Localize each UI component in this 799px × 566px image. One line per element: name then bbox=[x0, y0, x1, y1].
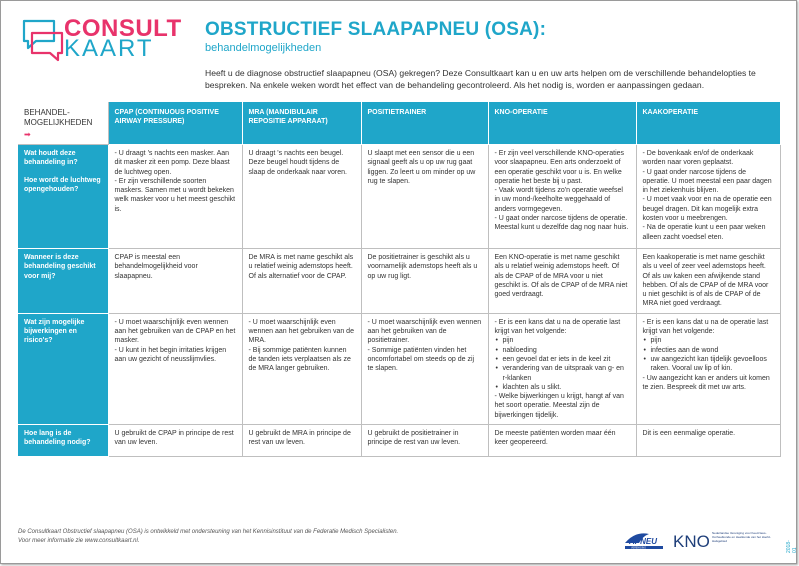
cell-text: - Er zijn veel verschillende KNO-operaties voor slaapapneu. Een arts onderzoekt of een operatie geschikt voor u is. En welke operatie het beste bij u past. bbox=[494, 150, 625, 185]
list-item: • uw aangezicht kan tijdelijk gevoelloos raken. Vooral uw lip of kin. bbox=[643, 355, 774, 374]
cell-text: U gebruikt de positietrainer in principe de rest van uw leven. bbox=[367, 430, 461, 447]
table-row bbox=[18, 425, 780, 457]
apneu-text: APNEU bbox=[629, 537, 658, 546]
column-header-kno-operatie: KNO-OPERATIE bbox=[488, 102, 636, 145]
row-question-cell bbox=[18, 313, 108, 424]
cell-text: - U moet waarschijnlijk even wennen aan het gebruiken van de CPAP en het masker. bbox=[114, 318, 236, 345]
table-row bbox=[18, 249, 780, 314]
table-cell bbox=[361, 425, 488, 457]
table-cell bbox=[488, 145, 636, 249]
list-item: • pijn bbox=[495, 336, 630, 345]
list-item: • verandering van de uitspraak van g- en r-klanken bbox=[495, 364, 630, 383]
intro-text: Heeft u de diagnose obstructief slaapapneu (OSA) gekregen? Deze Consultkaart kan u en uw arts helpen om de verschillende behandelopties te bespreken. Na enkele weken wordt het effect van de behandeling gecontroleerd. Als het nodig is, worden er aanpassingen gedaan. bbox=[205, 68, 756, 90]
cell-text: - U moet waarschijnlijk even wennen aan het gebruiken van de MRA. bbox=[248, 318, 354, 345]
cell-text: De positietrainer is geschikt als u voornamelijk ademstops heeft als u op uw rug ligt. bbox=[367, 254, 478, 280]
cell-text: - U kunt in het begin irritaties krijgen aan uw gezicht of neusslijmvlies. bbox=[114, 346, 227, 363]
cell-text: De MRA is met name geschikt als u relatief weinig ademstops heeft. Of als alternatief voor de CPAP. bbox=[248, 254, 354, 280]
cell-text: U gebruikt de MRA in principe de rest van uw leven. bbox=[248, 430, 351, 447]
row-question: Wanneer is deze behandeling geschikt voor mij? bbox=[24, 254, 96, 280]
apneu-vereniging-logo bbox=[623, 529, 665, 551]
table-cell bbox=[108, 425, 242, 457]
cell-text: - U gaat onder narcose tijdens de operatie. U moet meestal een paar dagen in het ziekenhuis blijven. bbox=[642, 168, 772, 195]
table-cell bbox=[361, 313, 488, 424]
table-cell bbox=[108, 249, 242, 314]
row-question-cell bbox=[18, 425, 108, 457]
table-header-row bbox=[18, 102, 780, 145]
corner-cell bbox=[18, 102, 108, 145]
row-question-cell bbox=[18, 145, 108, 249]
table-cell bbox=[242, 145, 361, 249]
arrow-right-icon: ➡ bbox=[24, 130, 31, 139]
table-cell bbox=[636, 313, 780, 424]
side-code: 2018-01 bbox=[786, 540, 798, 553]
page-title: OBSTRUCTIEF SLAAPAPNEU (OSA): bbox=[205, 19, 547, 40]
kno-description: Nederlandse Vereniging voor Keel-Neus-Oorheelkunde en Heelkunde van het Hoofd-Halsgebied bbox=[712, 531, 771, 543]
cell-text: - U gaat onder narcose tijdens de operatie. Meestal kunt u dezelfde dag nog naar huis. bbox=[494, 215, 629, 232]
corner-label: BEHANDEL-MOGELIJKHEDEN bbox=[24, 108, 93, 127]
cell-text: - Sommige patiënten vinden het oncomfortabel om steeds op de zij te slapen. bbox=[367, 346, 475, 373]
table-cell bbox=[361, 249, 488, 314]
list-item: • nabloeding bbox=[495, 346, 630, 355]
kno-wordmark bbox=[672, 529, 712, 551]
cell-text: - De bovenkaak en/of de onderkaak worden naar voren geplaatst. bbox=[642, 150, 754, 167]
row-question-cell bbox=[18, 249, 108, 314]
list-item: • klachten als u slikt. bbox=[495, 383, 630, 392]
column-header-mra: MRA (MANDIBULAIR REPOSITIE APPARAAT) bbox=[242, 102, 361, 145]
cell-text: - Er is een kans dat u na de operatie last krijgt van het volgende: bbox=[494, 318, 621, 336]
footer-line: De Consultkaart Obstructief slaapapneu (OSA) is ontwikkeld met ondersteuning van het Kennisinstituut van de Federatie Medisch Specialisten. bbox=[18, 529, 399, 535]
cell-text: - Welke bijwerkingen u krijgt, hangt af van het soort operatie. Meestal zijn de bijwerkingen tijdelijk. bbox=[494, 393, 624, 419]
table-cell bbox=[242, 249, 361, 314]
list-item: • een gevoel dat er iets in de keel zit bbox=[495, 355, 630, 364]
row-question: Hoe lang is de behandeling nodig? bbox=[24, 430, 91, 447]
table-cell bbox=[488, 313, 636, 424]
cell-text: De meeste patiënten worden maar één keer geopereerd. bbox=[494, 430, 616, 447]
table-cell bbox=[636, 249, 780, 314]
cell-text: - Na de operatie kunt u een paar weken alleen zacht voedsel eten. bbox=[642, 224, 766, 241]
logo-kaart: KAART bbox=[64, 35, 154, 62]
cell-text: CPAP is meestal een behandelmogelijkheid voor slaapapneu. bbox=[114, 254, 198, 280]
row-question: Wat houdt deze behandeling in? bbox=[24, 150, 78, 167]
cell-text: U gebruikt de CPAP in principe de rest van uw leven. bbox=[114, 430, 234, 447]
column-header-positietrainer: POSITIETRAINER bbox=[361, 102, 488, 145]
table-cell bbox=[108, 145, 242, 249]
cell-text: Een kaakoperatie is met name geschikt als u veel of zeer veel ademstops heeft. Of als uw kaken een afwijkende stand hebben. Of als de CPAP of de MRA voor u niet geschikt is of als de CPAP of de MRA niet goed verdraagt. bbox=[642, 254, 769, 308]
cell-text: - Vaak wordt tijdens zo'n operatie weefsel in uw mond-/keelholte weggehaald of anders vormgegeven. bbox=[494, 187, 623, 213]
cell-text: U draagt 's nachts een beugel. Deze beugel houdt tijdens de slaap de onderkaak naar voren. bbox=[248, 150, 347, 176]
kno-letters: KNO bbox=[673, 532, 710, 551]
footer-credits bbox=[18, 528, 398, 546]
cell-text: U slaapt met een sensor die u een signaal geeft als u op uw rug gaat liggen. Zo leert u om minder op uw rug te slapen. bbox=[367, 150, 476, 185]
cell-text: - Er zijn verschillende soorten maskers. Samen met u wordt bekeken welk masker voor u het meest geschikt is. bbox=[114, 177, 236, 213]
cell-text: - Uw aangezicht kan er anders uit komen te zien. Bespreek dit met uw arts. bbox=[642, 374, 770, 391]
logo-wordmark bbox=[64, 15, 182, 62]
footer-line: Voor meer informatie zie www.consultkaart.nl. bbox=[18, 538, 140, 544]
row-question: Hoe wordt de luchtweg opengehouden? bbox=[24, 176, 101, 193]
list-item: • pijn bbox=[643, 336, 774, 345]
logo-consult: CONSULT bbox=[64, 15, 182, 42]
kno-logo bbox=[672, 529, 776, 551]
table-cell bbox=[488, 249, 636, 314]
column-header-kaakoperatie: KAAKOPERATIE bbox=[636, 102, 780, 145]
cell-text: - Er is een kans dat u na de operatie last krijgt van het volgende: bbox=[642, 318, 769, 336]
row-question: Wat zijn mogelijke bijwerkingen en risico's? bbox=[24, 318, 85, 345]
table-row bbox=[18, 145, 780, 249]
table-cell bbox=[636, 425, 780, 457]
page-subtitle: behandelmogelijkheden bbox=[205, 42, 322, 54]
table-cell bbox=[242, 425, 361, 457]
table-cell bbox=[108, 313, 242, 424]
table-row bbox=[18, 313, 780, 424]
list-item: • infecties aan de wond bbox=[643, 346, 774, 355]
column-header-cpap: CPAP (CONTINUOUS POSITIVE AIRWAY PRESSURE) bbox=[108, 102, 242, 145]
apneu-sub-text: VERENIGING bbox=[631, 546, 647, 550]
cell-text: - Bij sommige patiënten kunnen de tanden iets verplaatsen als ze de MRA langer gebruiken. bbox=[248, 346, 351, 373]
cell-text: - U moet vaak voor en na de operatie een beugel dragen. Dit kan mogelijk extra kosten voor u meebrengen. bbox=[642, 196, 772, 223]
table-cell bbox=[636, 145, 780, 249]
cell-text: - U moet waarschijnlijk even wennen aan het gebruiken van de positietrainer. bbox=[367, 318, 482, 345]
treatment-table bbox=[18, 102, 781, 457]
table-cell bbox=[488, 425, 636, 457]
table-cell bbox=[242, 313, 361, 424]
table-cell bbox=[361, 145, 488, 249]
cell-text: Dit is een eenmalige operatie. bbox=[642, 430, 736, 438]
cell-text: - U draagt 's nachts een masker. Aan dit masker zit een pomp. Deze blaast de luchtweg open. bbox=[114, 150, 230, 176]
cell-text: Een KNO-operatie is met name geschikt als u relatief weinig ademstops heeft. Of als de CPAP of de MRA voor u niet geschikt is. Of als de CPAP of de MRA niet goed verdraagt. bbox=[494, 254, 628, 299]
